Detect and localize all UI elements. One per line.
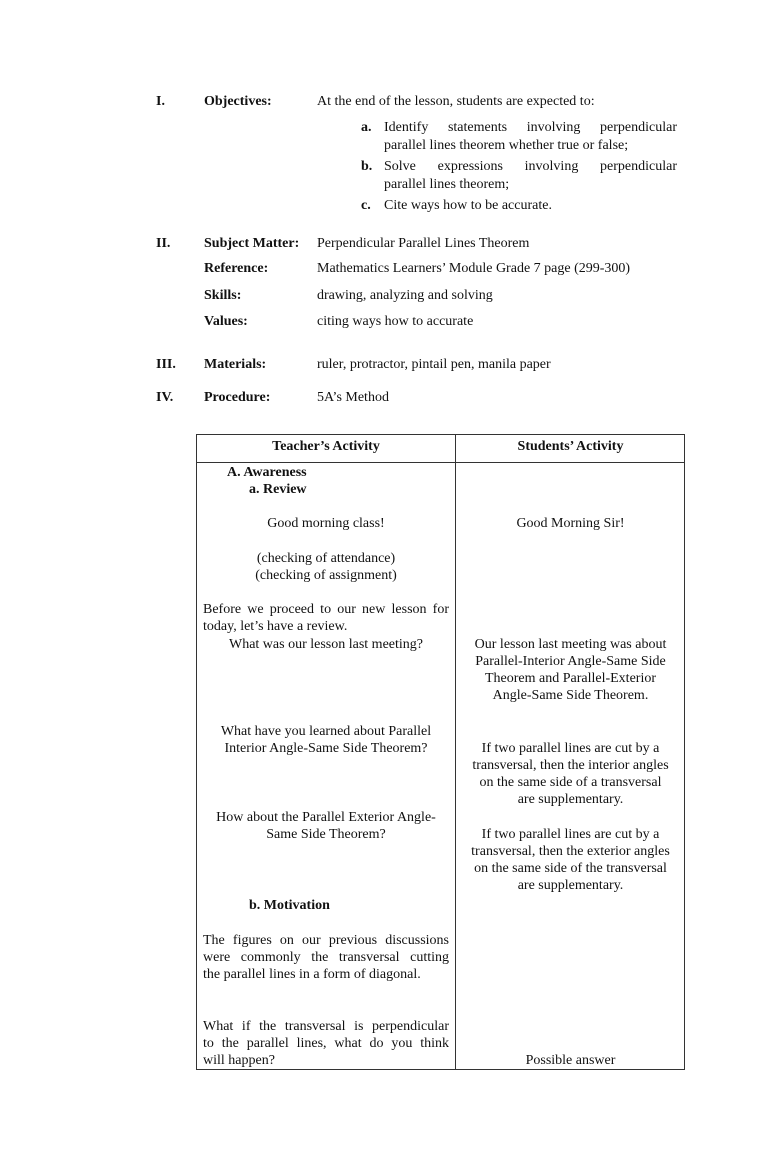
- before-review-line: today, let’s have a review.: [203, 619, 348, 634]
- objectives-intro: At the end of the lesson, students are expected to:: [317, 94, 595, 109]
- header-teachers-activity: Teacher’s Activity: [272, 439, 380, 454]
- objective-c-line1: Cite ways how to be accurate.: [384, 198, 552, 213]
- answer-line: on the same side of a transversal: [479, 775, 662, 790]
- answer-line: Our lesson last meeting was about: [474, 637, 667, 652]
- question-interior-theorem: [197, 723, 455, 757]
- subject-matter-numeral: II.: [156, 236, 171, 251]
- objective-a-line2: parallel lines theorem whether true or false;: [384, 138, 629, 153]
- question-line: Interior Angle-Same Side Theorem?: [224, 741, 428, 756]
- objective-c-letter: c.: [361, 198, 371, 213]
- answer-line: are supplementary.: [517, 878, 624, 893]
- answer-exterior-theorem: [456, 826, 685, 894]
- what-if-line: to the parallel lines, what do you think: [203, 1036, 449, 1051]
- reference-value: Mathematics Learners’ Module Grade 7 page (299-300): [317, 261, 631, 276]
- before-review-line: Before we proceed to our new lesson for: [203, 602, 449, 617]
- answer-line: on the same side of the transversal: [474, 861, 667, 876]
- objectives-numeral: I.: [156, 94, 165, 109]
- checking-attendance: (checking of attendance): [256, 551, 396, 566]
- objective-b-line2: parallel lines theorem;: [384, 177, 510, 192]
- skills-label: Skills:: [204, 288, 242, 303]
- awareness-heading: A. Awareness: [227, 465, 307, 480]
- figures-line: The figures on our previous discussions: [203, 933, 449, 948]
- header-divider: [197, 462, 684, 463]
- what-if-text: [203, 1018, 449, 1069]
- header-students-activity: Students’ Activity: [517, 439, 624, 454]
- subject-matter-value: Perpendicular Parallel Lines Theorem: [317, 236, 530, 251]
- procedure-numeral: IV.: [156, 390, 174, 405]
- answer-line: transversal, then the exterior angles: [471, 844, 670, 859]
- values-value: citing ways how to accurate: [317, 314, 474, 329]
- subject-matter-label: Subject Matter:: [204, 236, 300, 251]
- student-greeting: Good Morning Sir!: [516, 516, 625, 531]
- teacher-greeting: Good morning class!: [267, 516, 385, 531]
- question-line: How about the Parallel Exterior Angle-: [216, 810, 436, 825]
- checking-assignment: (checking of assignment): [255, 568, 397, 583]
- question-last-meeting: What was our lesson last meeting?: [228, 637, 423, 652]
- what-if-line: will happen?: [203, 1053, 275, 1068]
- question-line: What have you learned about Parallel: [220, 724, 432, 739]
- question-line: Same Side Theorem?: [266, 827, 386, 842]
- objectives-label: Objectives:: [204, 94, 272, 109]
- procedure-label: Procedure:: [204, 390, 271, 405]
- procedure-value: 5A’s Method: [317, 390, 389, 405]
- answer-line: If two parallel lines are cut by a: [481, 827, 660, 842]
- figures-line: were commonly the transversal cutting: [203, 950, 449, 965]
- answer-last-meeting: [456, 636, 685, 704]
- objective-a-line1: Identify statements involving perpendicular: [384, 120, 677, 135]
- objective-a-letter: a.: [361, 120, 372, 135]
- objective-b-letter: b.: [361, 159, 373, 174]
- materials-label: Materials:: [204, 357, 267, 372]
- possible-answer: Possible answer: [525, 1053, 616, 1068]
- activity-table: [196, 434, 685, 1070]
- answer-line: Angle-Same Side Theorem.: [492, 688, 649, 703]
- answer-interior-theorem: [456, 740, 685, 808]
- skills-value: drawing, analyzing and solving: [317, 288, 493, 303]
- values-label: Values:: [204, 314, 248, 329]
- answer-line: are supplementary.: [517, 792, 624, 807]
- answer-line: Theorem and Parallel-Exterior: [484, 671, 657, 686]
- question-exterior-theorem: [197, 809, 455, 843]
- figures-line: the parallel lines in a form of diagonal.: [203, 967, 421, 982]
- materials-value: ruler, protractor, pintail pen, manila paper: [317, 357, 551, 372]
- figures-text: [203, 932, 449, 983]
- objective-b-line1: Solve expressions involving perpendicular: [384, 159, 677, 174]
- materials-numeral: III.: [156, 357, 176, 372]
- before-review-text: [203, 601, 449, 635]
- review-heading: a. Review: [249, 482, 307, 497]
- reference-label: Reference:: [204, 261, 269, 276]
- motivation-heading: b. Motivation: [249, 898, 330, 913]
- answer-line: Parallel-Interior Angle-Same Side: [475, 654, 666, 669]
- answer-line: transversal, then the interior angles: [472, 758, 669, 773]
- what-if-line: What if the transversal is perpendicular: [203, 1019, 449, 1034]
- answer-line: If two parallel lines are cut by a: [481, 741, 660, 756]
